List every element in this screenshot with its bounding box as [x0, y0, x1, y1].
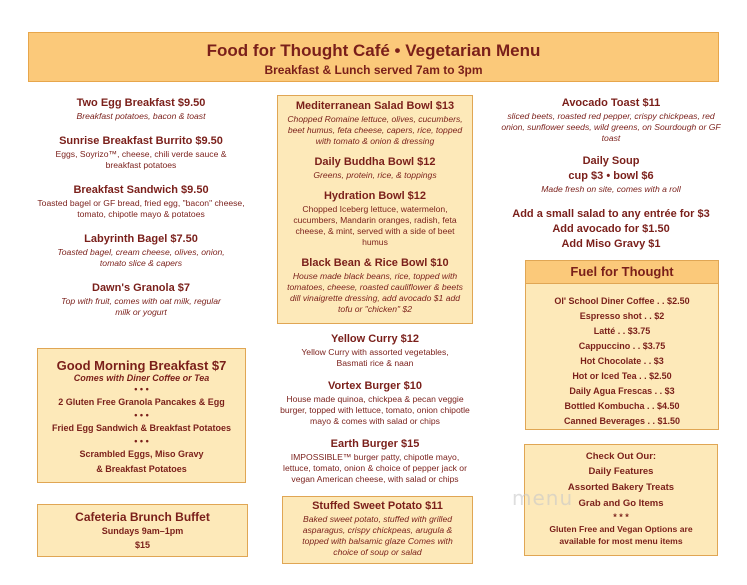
menu-item	[28, 183, 254, 220]
good-morning-subtitle: Comes with Diner Coffee or Tea	[73, 373, 210, 383]
menu-item	[278, 256, 472, 315]
item-desc: Top with fruit, comes with oat milk, regular milk or yogurt	[61, 296, 221, 317]
brunch-when: Sundays 9am–1pm	[101, 526, 184, 536]
item-name: Sunrise Breakfast Burrito $9.50	[59, 135, 223, 147]
brunch-box	[37, 504, 248, 557]
good-morning-option: 2 Gluten Free Granola Pancakes & Egg	[58, 397, 225, 407]
item-name: Breakfast Sandwich $9.50	[73, 184, 209, 196]
good-morning-option: Scrambled Eggs, Miso Gravy	[79, 449, 204, 459]
menu-item	[278, 189, 472, 248]
drink-item: Canned Beverages . . $1.50	[563, 416, 681, 426]
item-name: Dawn's Granola $7	[92, 282, 190, 294]
watermark-logo: menu	[512, 486, 574, 510]
drink-item: Latté . . $3.75	[593, 326, 651, 336]
item-name: Hydration Bowl $12	[323, 190, 427, 202]
item-name: Black Bean & Rice Bowl $10	[301, 257, 449, 269]
item-desc: House made black beans, rice, topped with tomatoes, cheese, roasted cauliflower & beets dill vinaigrette dressing, add avocado $1 add tofu or "chicken" $2	[287, 271, 463, 314]
item-name: Stuffed Sweet Potato $11	[312, 500, 443, 512]
item-name: Avocado Toast $11	[561, 97, 661, 109]
item-name: Earth Burger $15	[330, 438, 420, 450]
item-desc: sliced beets, roasted red pepper, crispy chickpeas, red onion, sunflower seeds, wild greens, on Sourdough or GF toast	[501, 111, 721, 143]
menu-item	[495, 154, 727, 195]
item-name: Vortex Burger $10	[328, 380, 422, 392]
right-column	[495, 96, 727, 252]
checkout-item: Grab and Go Items	[578, 498, 664, 509]
item-desc: IMPOSSIBLE™ burger patty, chipotle mayo, lettuce, tomato, onion & choice of pepper jack or vegan American cheese, with salad or chips	[283, 452, 467, 484]
item-desc: Made fresh on site, comes with a roll	[541, 184, 681, 194]
drink-item: Ol' School Diner Coffee . . $2.50	[554, 296, 690, 306]
item-name: Daily Buddha Bowl $12	[314, 156, 436, 168]
drink-item: Daily Agua Frescas . . $3	[569, 386, 675, 396]
menu-item	[28, 134, 254, 171]
menu-item	[277, 332, 473, 369]
drink-item: Hot Chocolate . . $3	[580, 356, 664, 366]
fuel-title: Fuel for Thought	[570, 264, 674, 279]
separator: • • •	[134, 410, 149, 420]
menu-item	[495, 96, 727, 144]
fuel-title-bar	[526, 261, 718, 284]
middle-column	[277, 332, 473, 485]
addon-line: Add a small salad to any entrée for $3	[512, 208, 710, 220]
item-desc: Chopped Romaine lettuce, olives, cucumbers, beet humus, feta cheese, capers, rice, topped with tomato & onion & dressing	[287, 114, 463, 146]
sweet-potato-box	[282, 496, 473, 564]
menu-item	[28, 232, 254, 269]
menu-item	[277, 437, 473, 485]
soup-prices: cup $3 • bowl $6	[568, 170, 654, 182]
item-name: Mediterranean Salad Bowl $13	[295, 100, 455, 112]
menu-item	[28, 281, 254, 318]
brunch-title: Cafeteria Brunch Buffet	[75, 510, 210, 524]
drink-item: Hot or Iced Tea . . $2.50	[572, 371, 672, 381]
item-name: Labyrinth Bagel $7.50	[84, 233, 198, 245]
menu-item	[28, 96, 254, 122]
addon-line: Add Miso Gravy $1	[561, 238, 661, 250]
menu-title: Food for Thought Café • Vegetarian Menu	[206, 41, 541, 60]
item-desc: Toasted bagel, cream cheese, olives, onion, tomato slice & capers	[57, 247, 225, 268]
menu-item	[278, 155, 472, 181]
addon-line: Add avocado for $1.50	[552, 223, 670, 235]
separator: • • •	[134, 384, 149, 394]
good-morning-box	[37, 348, 246, 483]
item-desc: Toasted bagel or GF bread, fried egg, "bacon" cheese, tomato, chipotle mayo & potatoes	[37, 198, 245, 219]
drink-item: Cappuccino . . $3.75	[578, 341, 666, 351]
fuel-box	[525, 260, 719, 430]
drink-item: Bottled Kombucha . . $4.50	[564, 401, 680, 411]
item-name: Two Egg Breakfast $9.50	[76, 97, 206, 109]
left-column	[28, 96, 254, 330]
brunch-price: $15	[134, 540, 151, 550]
drink-item: Espresso shot . . $2	[579, 311, 665, 321]
good-morning-title: Good Morning Breakfast $7	[56, 358, 227, 373]
good-morning-option: Fried Egg Sandwich & Breakfast Potatoes	[51, 423, 232, 433]
item-desc: Breakfast potatoes, bacon & toast	[76, 111, 206, 121]
checkout-title: Check Out Our:	[585, 451, 657, 462]
item-desc: Greens, protein, rice, & toppings	[313, 170, 437, 180]
good-morning-option: & Breakfast Potatoes	[96, 464, 187, 474]
item-desc: Chopped Iceberg lettuce, watermelon, cucumbers, Mandarin oranges, radish, feta cheese, & mint, served with a side of beet humus	[293, 204, 457, 247]
menu-item	[277, 379, 473, 427]
fuel-list	[526, 284, 718, 429]
item-desc: Eggs, Soyrizo™, cheese, chili verde sauce & breakfast potatoes	[55, 149, 227, 170]
item-desc: Baked sweet potato, stuffed with grilled asparagus, crispy chickpeas, arugula & topped with balsamic glaze Comes with choice of soup or salad	[302, 514, 453, 557]
item-desc: Yellow Curry with assorted vegetables, Basmati rice & naan	[301, 347, 449, 368]
menu-header	[28, 32, 719, 82]
separator: * * *	[613, 512, 629, 522]
menu-item	[278, 99, 472, 147]
item-desc: House made quinoa, chickpea & pecan veggie burger, topped with lettuce, tomato, onion chipotle mayo & comes with salad or chips	[280, 394, 470, 426]
checkout-item: Daily Features	[588, 466, 654, 477]
checkout-footer: Gluten Free and Vegan Options are available for most menu items	[549, 524, 693, 546]
menu-subtitle: Breakfast & Lunch served 7am to 3pm	[264, 63, 483, 77]
bowls-box	[277, 95, 473, 324]
item-name: Yellow Curry $12	[330, 333, 420, 345]
separator: • • •	[134, 436, 149, 446]
item-name: Daily Soup	[582, 155, 640, 167]
checkout-item: Assorted Bakery Treats	[567, 482, 675, 493]
